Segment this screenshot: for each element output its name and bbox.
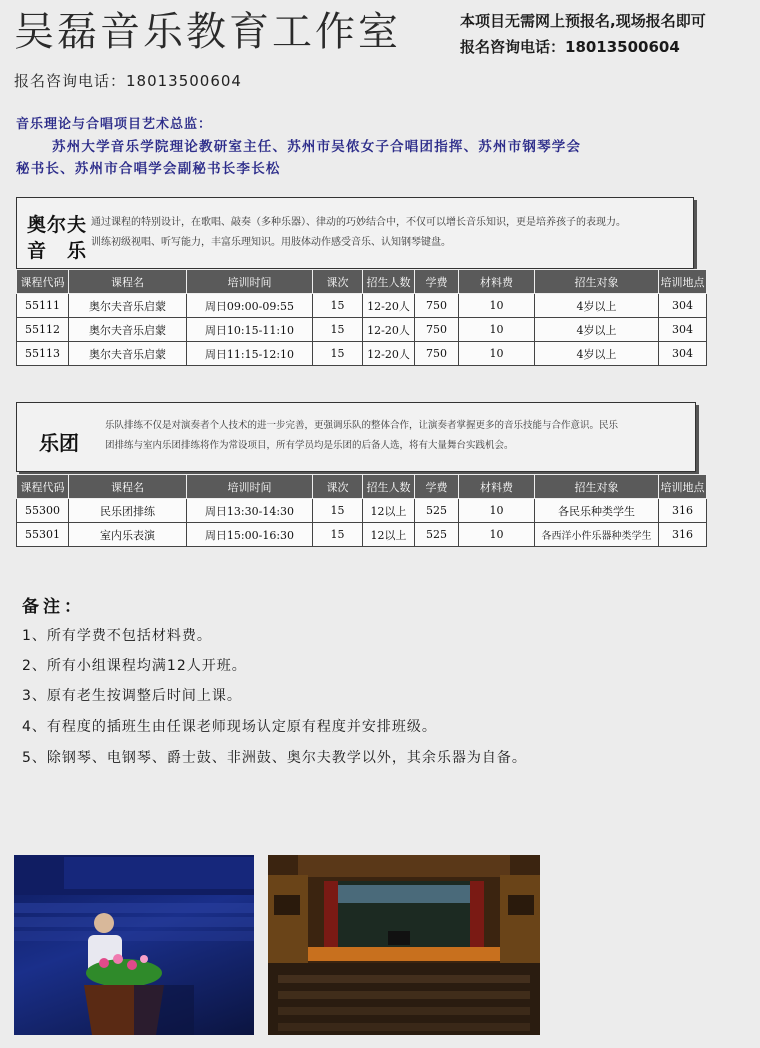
director-heading: 音乐理论与合唱项目艺术总监： [16, 117, 213, 132]
table-cell: 316 [659, 499, 707, 523]
table-cell: 10 [459, 294, 535, 318]
table-cell: 周日13:30-14:30 [187, 499, 313, 523]
column-header: 培训地点 [659, 270, 707, 294]
table-cell: 10 [459, 342, 535, 366]
band-course-table [16, 474, 707, 547]
column-header: 招生人数 [363, 270, 415, 294]
column-header: 课次 [313, 475, 363, 499]
note-item: 2、所有小组课程均满12人开班。 [22, 658, 247, 674]
speech-photo-illustration [14, 855, 254, 1035]
orff-section [16, 197, 694, 269]
column-header: 课次 [313, 270, 363, 294]
orff-description-line-2: 训练初级视唱、听写能力，丰富乐理知识。用肢体动作感受音乐、认知钢琴键盘。 [91, 237, 451, 248]
director-bio-line-1: 苏州大学音乐学院理论教研室主任、苏州市吴侬女子合唱团指挥、苏州市钢琴学会 [52, 139, 582, 155]
table-cell: 316 [659, 523, 707, 547]
walk-in-registration-note: 本项目无需网上预报名,现场报名即可 [460, 12, 706, 30]
table-cell: 12-20人 [363, 318, 415, 342]
concert-hall-photo [268, 855, 540, 1035]
table-cell: 55111 [17, 294, 69, 318]
ceremony-speech-photo [14, 855, 254, 1035]
table-cell: 304 [659, 318, 707, 342]
table-cell: 55300 [17, 499, 69, 523]
note-item: 5、除钢琴、电钢琴、爵士鼓、非洲鼓、奥尔夫教学以外，其余乐器为自备。 [22, 750, 527, 766]
table-row [17, 342, 707, 366]
table-cell: 15 [313, 318, 363, 342]
column-header: 培训时间 [187, 475, 313, 499]
table-cell: 55301 [17, 523, 69, 547]
table-row [17, 499, 707, 523]
table-cell: 15 [313, 342, 363, 366]
table-cell: 15 [313, 294, 363, 318]
table-cell: 55113 [17, 342, 69, 366]
registration-phone: 报名咨询电话：18013500604 [14, 72, 242, 90]
table-cell: 525 [415, 499, 459, 523]
orff-title-line-2: 音 乐 [27, 240, 88, 262]
table-cell: 10 [459, 318, 535, 342]
table-cell: 10 [459, 523, 535, 547]
orff-title-line-1: 奥尔夫 [27, 214, 88, 236]
column-header: 材料费 [459, 475, 535, 499]
column-header: 学费 [415, 475, 459, 499]
column-header: 课程名 [69, 270, 187, 294]
table-cell: 4岁以上 [535, 294, 659, 318]
column-header: 培训地点 [659, 475, 707, 499]
director-bio-line-2: 秘书长、苏州市合唱学会副秘书长李长松 [16, 161, 281, 177]
note-item: 3、原有老生按调整后时间上课。 [22, 688, 242, 704]
table-cell: 周日11:15-12:10 [187, 342, 313, 366]
band-table-header [17, 475, 707, 499]
table-cell: 12以上 [363, 523, 415, 547]
table-cell: 525 [415, 523, 459, 547]
table-cell: 周日09:00-09:55 [187, 294, 313, 318]
table-cell: 750 [415, 342, 459, 366]
column-header: 培训时间 [187, 270, 313, 294]
orff-description-line-1: 通过课程的特别设计，在歌唱、敲奏（多种乐器）、律动的巧妙结合中，不仅可以增长音乐知识，更是培养孩子的表现力。 [91, 217, 626, 228]
table-cell: 4岁以上 [535, 342, 659, 366]
column-header: 课程代码 [17, 475, 69, 499]
band-description-line-2: 团排练与室内乐团排练将作为常设项目，所有学员均是乐团的后备人选，将有大量舞台实践机会。 [105, 440, 514, 451]
table-cell: 4岁以上 [535, 318, 659, 342]
concert-photo-illustration [268, 855, 540, 1035]
table-cell: 750 [415, 294, 459, 318]
table-cell: 10 [459, 499, 535, 523]
table-row [17, 318, 707, 342]
table-cell: 室内乐表演 [69, 523, 187, 547]
column-header: 课程名 [69, 475, 187, 499]
table-cell: 15 [313, 499, 363, 523]
table-cell: 民乐团排练 [69, 499, 187, 523]
table-cell: 奥尔夫音乐启蒙 [69, 294, 187, 318]
column-header: 招生对象 [535, 475, 659, 499]
column-header: 招生人数 [363, 475, 415, 499]
table-cell: 周日10:15-11:10 [187, 318, 313, 342]
table-cell: 奥尔夫音乐启蒙 [69, 342, 187, 366]
header-phone-note: 报名咨询电话：18013500604 [460, 38, 680, 56]
column-header: 材料费 [459, 270, 535, 294]
band-section [16, 402, 696, 472]
table-cell: 12-20人 [363, 294, 415, 318]
table-cell: 周日15:00-16:30 [187, 523, 313, 547]
table-cell: 12以上 [363, 499, 415, 523]
studio-title: 吴磊音乐教育工作室 [14, 9, 401, 55]
orff-table-header [17, 270, 707, 294]
band-description-line-1: 乐队排练不仅是对演奏者个人技术的进一步完善，更强调乐队的整体合作，让演奏者掌握更多的音乐技能与合作意识。民乐 [105, 420, 619, 431]
table-cell: 55112 [17, 318, 69, 342]
orff-course-table [16, 269, 707, 366]
table-cell: 12-20人 [363, 342, 415, 366]
table-row [17, 294, 707, 318]
notes-heading: 备注： [22, 597, 85, 617]
column-header: 学费 [415, 270, 459, 294]
table-cell: 各西洋小件乐器种类学生 [535, 523, 659, 547]
table-cell: 各民乐种类学生 [535, 499, 659, 523]
note-item: 4、有程度的插班生由任课老师现场认定原有程度并安排班级。 [22, 719, 437, 735]
column-header: 课程代码 [17, 270, 69, 294]
table-cell: 750 [415, 318, 459, 342]
band-title: 乐团 [39, 431, 79, 455]
table-cell: 15 [313, 523, 363, 547]
table-cell: 304 [659, 342, 707, 366]
column-header: 招生对象 [535, 270, 659, 294]
note-item: 1、所有学费不包括材料费。 [22, 628, 212, 644]
table-row [17, 523, 707, 547]
table-cell: 奥尔夫音乐启蒙 [69, 318, 187, 342]
table-cell: 304 [659, 294, 707, 318]
